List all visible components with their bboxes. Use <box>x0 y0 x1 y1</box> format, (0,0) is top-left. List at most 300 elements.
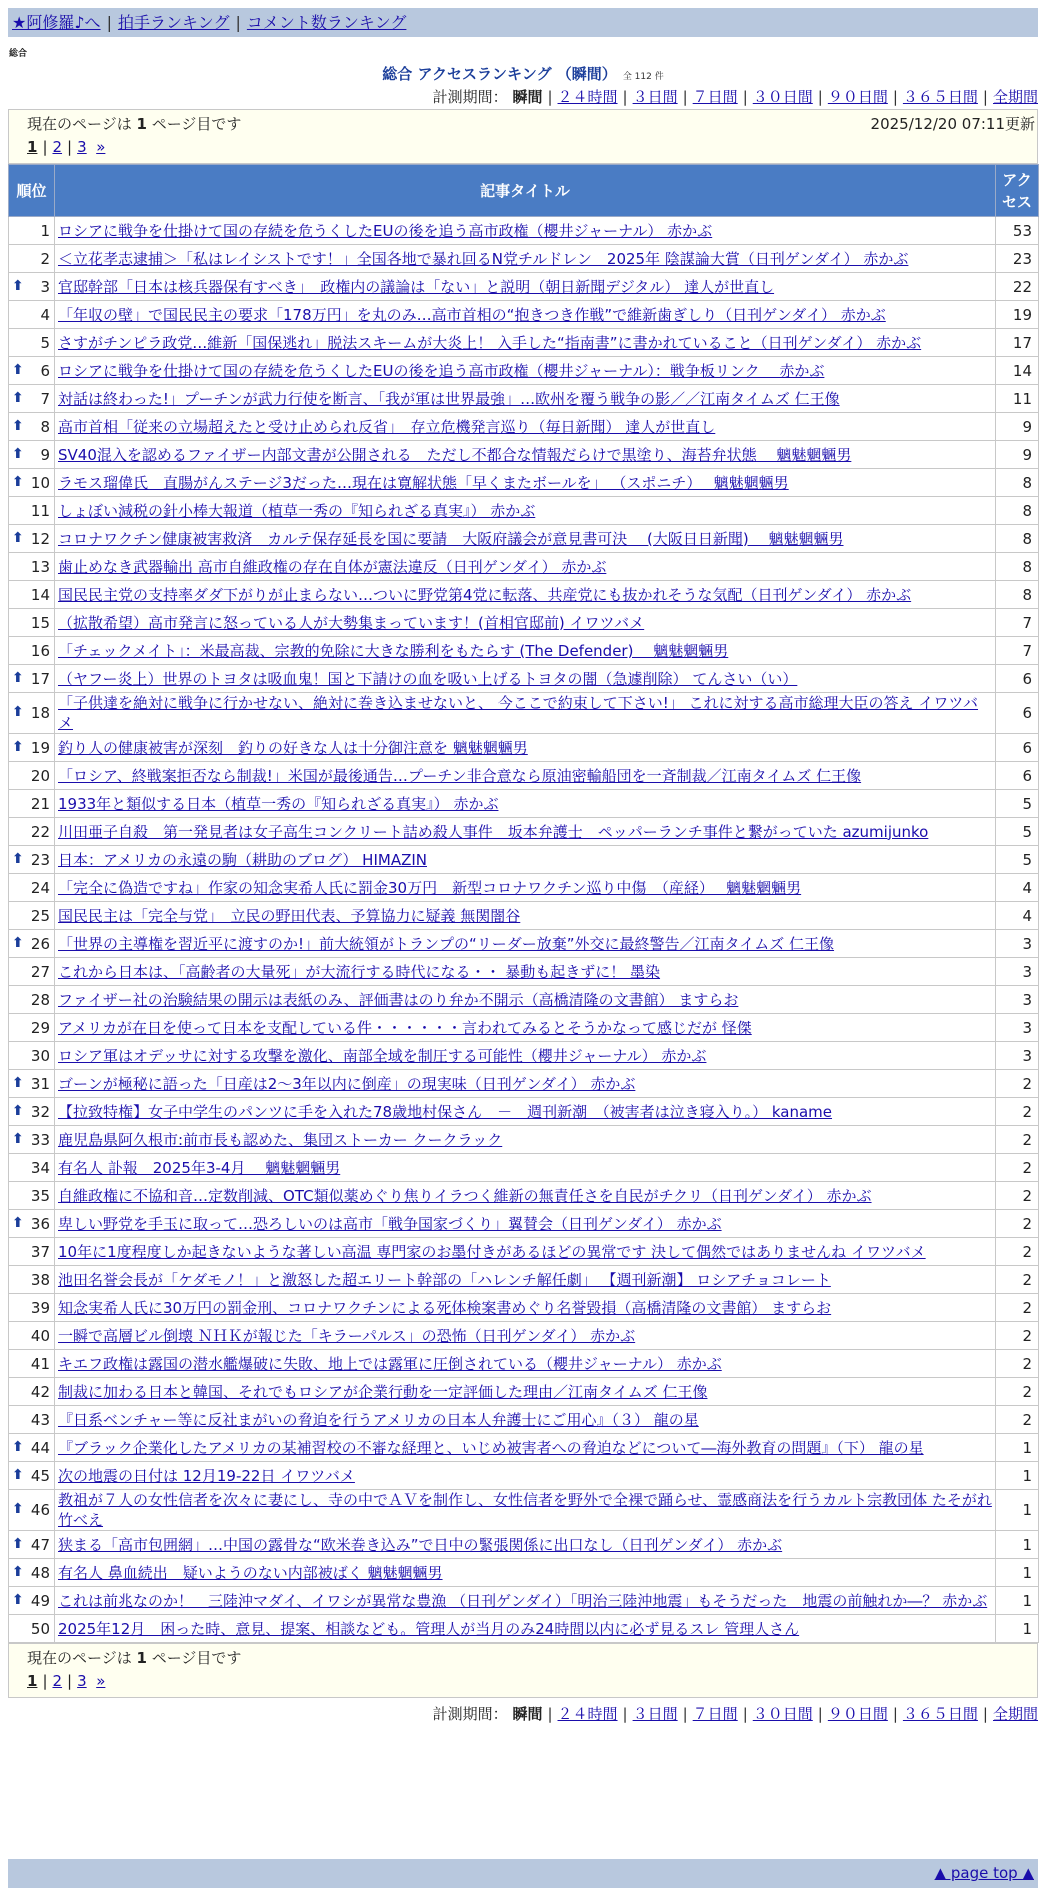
title-cell <box>55 958 996 986</box>
access-count: 2 <box>996 1322 1039 1350</box>
up-arrow-icon: ⬆ <box>12 738 24 755</box>
table-row <box>9 1154 1039 1182</box>
table-row <box>9 958 1039 986</box>
rank-number: 44 <box>30 1438 50 1457</box>
ranking-title: 総合 アクセスランキング （瞬間） <box>382 65 617 83</box>
rank-number: 27 <box>30 962 50 981</box>
rank-cell <box>9 245 55 273</box>
access-count: 2 <box>996 1070 1039 1098</box>
rank-cell <box>9 1587 55 1615</box>
title-cell <box>55 1462 996 1490</box>
title-cell <box>55 1098 996 1126</box>
access-count: 7 <box>996 637 1039 665</box>
up-arrow-icon: ⬆ <box>12 1074 24 1091</box>
rank-number: 3 <box>40 277 50 296</box>
rank-number: 26 <box>30 934 50 953</box>
title-cell <box>55 1154 996 1182</box>
article-title-link[interactable]: 「完全に偽造ですね」作家の知念実希人氏に罰金30万円 新型コロナワクチン巡り中傷 （産経） 魑魅魍魎男 <box>58 878 802 897</box>
article-title-link[interactable]: SV40混入を認めるファイザー内部文書が公開される ただし不都合な情報だらけで黒塗り、海苔弁状態 魑魅魍魎男 <box>58 445 852 464</box>
access-count: 2 <box>996 1350 1039 1378</box>
rank-number: 39 <box>30 1298 50 1317</box>
title-cell <box>55 846 996 874</box>
article-title-link[interactable]: コロナワクチン健康被害救済 カルテ保存延長を国に要請 大阪府議会が意見書可決 (大阪日日新聞) 魑魅魍魎男 <box>58 529 844 548</box>
period-7d-link[interactable]: ７日間 <box>692 88 738 106</box>
table-row <box>9 357 1039 385</box>
rank-cell <box>9 818 55 846</box>
access-count: 8 <box>996 497 1039 525</box>
up-arrow-icon: ⬆ <box>12 1102 24 1119</box>
pager-page-2[interactable]: 2 <box>52 1672 63 1690</box>
rank-cell <box>9 1126 55 1154</box>
title-cell <box>55 385 996 413</box>
rank-cell <box>9 553 55 581</box>
access-count: 5 <box>996 846 1039 874</box>
table-row <box>9 217 1039 245</box>
article-title-link[interactable]: 2025年12月 困った時、意見、提案、相談なども。管理人が当月のみ24時間以内に必ず見るスレ 管理人さん <box>58 1619 800 1638</box>
rank-cell <box>9 762 55 790</box>
article-title-link[interactable]: これから日本は、「高齢者の大量死」が大流行する時代になる・・ 暴動も起きずに！ 墨染 <box>58 962 661 981</box>
pager-page-3[interactable]: 3 <box>77 138 87 156</box>
top-nav <box>8 8 1038 37</box>
rank-cell <box>9 1531 55 1559</box>
up-arrow-icon: ⬆ <box>12 1466 24 1483</box>
access-count: 11 <box>996 385 1039 413</box>
rank-cell <box>9 1098 55 1126</box>
article-title-link[interactable]: 「ロシア、終戦案拒否なら制裁!」米国が最後通告…プーチン非合意なら原油密輸船団を一斉制裁／江南タイムズ 仁王像 <box>58 766 862 785</box>
rank-cell <box>9 1559 55 1587</box>
article-title-link[interactable]: 対話は終わった!」プーチンが武力行使を断言、「我が軍は世界最強」…欧州を覆う戦争の影／／江南タイムズ 仁王像 <box>58 389 840 408</box>
table-row <box>9 790 1039 818</box>
title-cell <box>55 581 996 609</box>
access-count: 9 <box>996 413 1039 441</box>
period-label: 計測期間： <box>432 88 508 106</box>
up-arrow-icon: ⬆ <box>12 704 24 720</box>
rank-cell <box>9 902 55 930</box>
article-title-link[interactable]: 釣り人の健康被害が深刻 釣りの好きな人は十分御注意を 魑魅魍魎男 <box>58 738 528 757</box>
access-count: 1 <box>996 1587 1039 1615</box>
period-7d-link[interactable]: ７日間 <box>692 1705 738 1723</box>
rank-number: 7 <box>40 389 50 408</box>
access-count: 53 <box>996 217 1039 245</box>
access-count: 8 <box>996 469 1039 497</box>
title-cell <box>55 762 996 790</box>
access-count: 2 <box>996 1182 1039 1210</box>
title-cell <box>55 357 996 385</box>
access-count: 1 <box>996 1531 1039 1559</box>
title-cell <box>55 693 996 734</box>
period-90d-link[interactable]: ９０日間 <box>827 88 888 106</box>
article-title-link[interactable]: 国民民主は「完全与党」 立民の野田代表、予算協力に疑義 無関闇谷 <box>58 906 521 925</box>
table-row <box>9 818 1039 846</box>
rank-number: 6 <box>40 361 50 380</box>
rank-cell <box>9 497 55 525</box>
rank-cell <box>9 1042 55 1070</box>
table-row <box>9 1098 1039 1126</box>
article-title-link[interactable]: 官邸幹部「日本は核兵器保有すべき」 政権内の議論は「ない」と説明（朝日新聞デジタル） 達人が世直し <box>58 277 775 296</box>
rank-number: 18 <box>30 704 50 722</box>
title-cell <box>55 1070 996 1098</box>
table-row <box>9 245 1039 273</box>
article-title-link[interactable]: キエフ政権は露国の潜水艦爆破に失敗、地上では露軍に圧倒されている（櫻井ジャーナル） 赤かぶ <box>58 1354 722 1373</box>
article-title-link[interactable]: 有名人 訃報 2025年3-4月 魑魅魍魎男 <box>58 1158 341 1177</box>
rank-cell <box>9 693 55 734</box>
period-365d-link[interactable]: ３６５日間 <box>902 1705 978 1723</box>
access-count: 2 <box>996 1406 1039 1434</box>
article-title-link[interactable]: ロシアに戦争を仕掛けて国の存続を危うくしたEUの後を追う高市政権（櫻井ジャーナル） 赤かぶ <box>58 221 713 240</box>
rank-number: 33 <box>30 1130 50 1149</box>
rank-number: 32 <box>30 1102 50 1121</box>
article-title-link[interactable]: 国民民主党の支持率ダダ下がりが止まらない…ついに野党第4党に転落、共産党にも抜かれそうな気配（日刊ゲンダイ） 赤かぶ <box>58 585 912 604</box>
title-cell <box>55 790 996 818</box>
page-top-link[interactable]: ▲ page top ▲ <box>934 1864 1034 1882</box>
title-cell <box>55 553 996 581</box>
article-title-link[interactable]: 日本：アメリカの永遠の駒（耕助のブログ） HIMAZIN <box>58 850 427 869</box>
rank-number: 42 <box>30 1382 50 1401</box>
title-cell <box>55 1615 996 1643</box>
up-arrow-icon: ⬆ <box>12 1501 24 1517</box>
table-row <box>9 553 1039 581</box>
title-cell <box>55 245 996 273</box>
title-cell <box>55 1014 996 1042</box>
rank-number: 43 <box>30 1410 50 1429</box>
rank-number: 30 <box>30 1046 50 1065</box>
rank-cell <box>9 441 55 469</box>
article-title-link[interactable]: 狭まる「高市包囲網」…中国の露骨な“欧米巻き込み”で日中の緊張関係に出口なし（日刊ゲンダイ） 赤かぶ <box>58 1535 783 1554</box>
access-count: 2 <box>996 1126 1039 1154</box>
rank-number: 50 <box>30 1619 50 1638</box>
article-title-link[interactable]: 『ブラック企業化したアメリカの某補習校の不審な経理と、いじめ被害者への脅迫などについて―海外教育の問題』（下） 龍の星 <box>58 1438 924 1457</box>
table-row <box>9 846 1039 874</box>
table-row <box>9 1322 1039 1350</box>
table-row <box>9 1531 1039 1559</box>
up-arrow-icon: ⬆ <box>12 361 24 378</box>
pager-page-2[interactable]: 2 <box>52 138 63 156</box>
article-title-link[interactable]: （ヤフー炎上）世界のトヨタは吸血鬼！国と下請けの血を吸い上げるトヨタの闇（急遽削除） てんさい（い） <box>58 669 798 688</box>
table-row <box>9 329 1039 357</box>
pager-next[interactable]: » <box>96 1672 106 1690</box>
access-count: 4 <box>996 902 1039 930</box>
access-header: アクセス <box>996 165 1039 217</box>
access-count: 6 <box>996 693 1039 734</box>
nav-separator: | <box>235 13 241 32</box>
period-selector-bottom: 計測期間： 瞬間 | ２４時間 | ３日間 | ７日間 | ３０日間 | ９０日間 | ３６５日間 | 全期間 <box>432 1705 1038 1723</box>
title-cell <box>55 1322 996 1350</box>
table-row <box>9 1378 1039 1406</box>
article-title-link[interactable]: 歯止めなき武器輸出 高市自維政権の存在自体が憲法違反（日刊ゲンダイ） 赤かぶ <box>58 557 607 576</box>
rank-cell <box>9 637 55 665</box>
period-24h-link[interactable]: ２４時間 <box>557 88 618 106</box>
clap-ranking-link[interactable]: 拍手ランキング <box>117 13 230 32</box>
table-row <box>9 665 1039 693</box>
title-cell <box>55 1531 996 1559</box>
table-row <box>9 930 1039 958</box>
up-arrow-icon: ⬆ <box>12 1563 24 1580</box>
table-row <box>9 1587 1039 1615</box>
article-title-link[interactable]: ＜立花孝志逮捕＞「私はレイシストです！」全国各地で暴れ回るN党チルドレン 2025年 陰謀論大賞（日刊ゲンダイ） 赤かぶ <box>58 249 909 268</box>
title-cell <box>55 1434 996 1462</box>
rank-cell <box>9 609 55 637</box>
rank-number: 31 <box>30 1074 50 1093</box>
updated-timestamp: 2025/12/20 07:11更新 <box>870 115 1035 133</box>
period-selector-top: 計測期間： 瞬間 | ２４時間 | ３日間 | ７日間 | ３０日間 | ９０日間 | ３６５日間 | 全期間 <box>432 88 1038 106</box>
table-row <box>9 609 1039 637</box>
title-cell <box>55 818 996 846</box>
table-row <box>9 734 1039 762</box>
rank-cell <box>9 734 55 762</box>
access-count: 2 <box>996 1098 1039 1126</box>
article-title-link[interactable]: 高市首相「従来の立場超えたと受け止められ反省」 存立危機発言巡り（毎日新聞） 達人が世直し <box>58 417 716 436</box>
article-title-link[interactable]: ラモス瑠偉氏 直腸がんステージ3だった…現在は寛解状態「早くまたボールを」 （スポニチ） 魑魅魍魎男 <box>58 473 789 492</box>
access-count: 6 <box>996 734 1039 762</box>
article-title-link[interactable]: 「世界の主導権を習近平に渡すのか!」前大統領がトランプの“リーダー放棄”外交に最終警告／江南タイムズ 仁王像 <box>58 934 835 953</box>
rank-number: 48 <box>30 1563 50 1582</box>
article-title-link[interactable]: ロシアに戦争を仕掛けて国の存続を危うくしたEUの後を追う高市政権（櫻井ジャーナル）：戦争板リンク 赤かぶ <box>58 361 825 380</box>
rank-number: 10 <box>30 473 50 492</box>
article-title-link[interactable]: 10年に1度程度しか起きないような著しい高温 専門家のお墨付きがあるほどの異常です 決して偶然ではありませんね イワツバメ <box>58 1242 926 1261</box>
title-cell <box>55 1266 996 1294</box>
article-title-link[interactable]: 知念実希人氏に30万円の罰金刑、コロナワクチンによる死体検案書めぐり名誉毀損（高橋清隆の文書館） ますらお <box>58 1298 832 1317</box>
table-row <box>9 1406 1039 1434</box>
up-arrow-icon: ⬆ <box>12 389 24 406</box>
article-title-link[interactable]: 『日系ベンチャー等に反社まがいの脅迫を行うアメリカの日本人弁護士にご用心』（３） 龍の星 <box>58 1410 699 1429</box>
table-row <box>9 762 1039 790</box>
table-row <box>9 1490 1039 1531</box>
ranking-body <box>9 217 1039 1643</box>
rank-number: 19 <box>30 738 50 757</box>
access-count: 7 <box>996 609 1039 637</box>
access-count: 8 <box>996 553 1039 581</box>
access-count: 14 <box>996 357 1039 385</box>
table-row <box>9 469 1039 497</box>
rank-number: 47 <box>30 1535 50 1554</box>
period-365d-link[interactable]: ３６５日間 <box>902 88 978 106</box>
home-link[interactable]: ★阿修羅♪へ <box>12 13 101 32</box>
title-cell <box>55 986 996 1014</box>
title-cell <box>55 469 996 497</box>
up-arrow-icon: ⬆ <box>12 1535 24 1552</box>
pager-current: 1 <box>27 1672 38 1690</box>
rank-header: 順位 <box>9 165 55 217</box>
rank-cell <box>9 665 55 693</box>
rank-number: 24 <box>30 878 50 897</box>
period-3d-link[interactable]: ３日間 <box>632 88 678 106</box>
article-title-link[interactable]: 池田名誉会長が「ケダモノ！」と激怒した超エリート幹部の「ハレンチ解任劇」 【週刊新潮】 ロシアチョコレート <box>58 1270 831 1289</box>
total-count: 全 112 件 <box>622 72 664 82</box>
title-cell <box>55 902 996 930</box>
rank-cell <box>9 1294 55 1322</box>
rank-number: 36 <box>30 1214 50 1233</box>
section-tag: 総合 <box>9 49 28 59</box>
access-count: 19 <box>996 301 1039 329</box>
table-row <box>9 1266 1039 1294</box>
footer-bar <box>8 1859 1038 1888</box>
rank-number: 17 <box>30 669 50 688</box>
pager-current: 1 <box>27 138 38 156</box>
title-cell <box>55 413 996 441</box>
rank-cell <box>9 525 55 553</box>
period-all-link[interactable]: 全期間 <box>992 88 1038 106</box>
rank-cell <box>9 1014 55 1042</box>
title-cell <box>55 1238 996 1266</box>
rank-number: 29 <box>30 1018 50 1037</box>
table-row <box>9 413 1039 441</box>
access-count: 2 <box>996 1154 1039 1182</box>
up-arrow-icon: ⬆ <box>12 529 24 546</box>
access-count: 1 <box>996 1615 1039 1643</box>
title-cell <box>55 1182 996 1210</box>
rank-cell <box>9 385 55 413</box>
table-row <box>9 1238 1039 1266</box>
rank-cell <box>9 581 55 609</box>
rank-cell <box>9 1182 55 1210</box>
article-title-link[interactable]: 「チェックメイト」：米最高裁、宗教的免除に大きな勝利をもたらす (The Defender) 魑魅魍魎男 <box>58 641 729 660</box>
up-arrow-icon: ⬆ <box>12 473 24 490</box>
access-count: 9 <box>996 441 1039 469</box>
rank-number: 2 <box>40 249 50 268</box>
article-title-link[interactable]: 川田亜子自殺 第一発見者は女子高生コンクリート詰め殺人事件 坂本弁護士 ペッパーランチ事件と繋がっていた azumijunko <box>58 822 929 841</box>
period-all-link[interactable]: 全期間 <box>992 1705 1038 1723</box>
rank-number: 1 <box>40 221 50 240</box>
access-count: 22 <box>996 273 1039 301</box>
article-title-link[interactable]: 制裁に加わる日本と韓国、それでもロシアが企業行動を一定評価した理由／江南タイムズ 仁王像 <box>58 1382 708 1401</box>
comment-ranking-link[interactable]: コメント数ランキング <box>246 13 407 32</box>
access-count: 1 <box>996 1490 1039 1531</box>
title-cell <box>55 609 996 637</box>
table-row <box>9 525 1039 553</box>
pager-next[interactable]: » <box>96 138 106 156</box>
title-cell <box>55 1042 996 1070</box>
access-count: 17 <box>996 329 1039 357</box>
rank-number: 35 <box>30 1186 50 1205</box>
up-arrow-icon: ⬆ <box>12 1591 24 1608</box>
rank-number: 34 <box>30 1158 50 1177</box>
access-count: 8 <box>996 525 1039 553</box>
current-page-text: 現在のページは 1 ページ目です <box>27 1649 242 1667</box>
title-cell <box>55 665 996 693</box>
rank-number: 5 <box>40 333 50 352</box>
table-row <box>9 1559 1039 1587</box>
access-count: 4 <box>996 874 1039 902</box>
up-arrow-icon: ⬆ <box>12 934 24 951</box>
rank-cell <box>9 1406 55 1434</box>
ranking-table <box>8 164 1039 1643</box>
title-cell <box>55 874 996 902</box>
rank-cell <box>9 1350 55 1378</box>
up-arrow-icon: ⬆ <box>12 417 24 434</box>
rank-cell <box>9 357 55 385</box>
table-row <box>9 1042 1039 1070</box>
title-cell <box>55 1378 996 1406</box>
rank-cell <box>9 958 55 986</box>
rank-cell <box>9 1210 55 1238</box>
period-label: 計測期間： <box>432 1705 508 1723</box>
rank-number: 14 <box>30 585 50 604</box>
article-title-link[interactable]: 鹿児島県阿久根市:前市長も認めた、集団ストーカー クークラック <box>58 1130 503 1149</box>
table-row <box>9 1210 1039 1238</box>
article-title-link[interactable]: 有名人 鼻血続出 疑いようのない内部被ばく 魑魅魍魎男 <box>58 1563 443 1582</box>
article-title-link[interactable]: 次の地震の日付は 12月19-22日 イワツバメ <box>58 1466 355 1485</box>
access-count: 3 <box>996 930 1039 958</box>
title-cell <box>55 1490 996 1531</box>
article-title-link[interactable]: 卑しい野党を手玉に取って…恐ろしいのは高市「戦争国家づくり」翼賛会（日刊ゲンダイ） 赤かぶ <box>58 1214 722 1233</box>
rank-number: 45 <box>30 1466 50 1485</box>
up-arrow-icon: ⬆ <box>12 669 24 686</box>
article-title-link[interactable]: （拡散希望）高市発言に怒っている人が大勢集まっています！(首相官邸前) イワツバメ <box>58 613 645 632</box>
rank-number: 28 <box>30 990 50 1009</box>
article-title-link[interactable]: 【拉致特権】女子中学生のパンツに手を入れた78歳地村保さん － 週刊新潮 （被害者は泣き寝入り。） kaname <box>58 1102 833 1121</box>
access-count: 1 <box>996 1434 1039 1462</box>
rank-number: 4 <box>40 305 50 324</box>
table-row <box>9 1014 1039 1042</box>
rank-number: 11 <box>30 501 50 520</box>
article-title-link[interactable]: これは前兆なのか！ 三陸沖マダイ、イワシが異常な豊漁 （日刊ゲンダイ）「明治三陸沖地震」もそうだった 地震の前触れか―？ 赤かぶ <box>58 1591 988 1610</box>
title-cell <box>55 441 996 469</box>
period-24h-link[interactable]: ２４時間 <box>557 1705 618 1723</box>
title-cell <box>55 497 996 525</box>
title-cell <box>55 1126 996 1154</box>
article-title-link[interactable]: しょぼい減税の針小棒大報道（植草一秀の『知られざる真実』） 赤かぶ <box>58 501 536 520</box>
pager-page-3[interactable]: 3 <box>77 1672 87 1690</box>
rank-cell <box>9 846 55 874</box>
article-title-link[interactable]: 自維政権に不協和音…定数削減、OTC類似薬めぐり焦りイラつく維新の無責任さを自民がチクリ（日刊ゲンダイ） 赤かぶ <box>58 1186 872 1205</box>
title-cell <box>55 1294 996 1322</box>
rank-number: 38 <box>30 1270 50 1289</box>
period-3d-link[interactable]: ３日間 <box>632 1705 678 1723</box>
title-cell <box>55 1587 996 1615</box>
article-title-link[interactable]: 「年収の壁」で国民民主の要求「178万円」を丸のみ…高市首相の“抱きつき作戦”で維新歯ぎしり（日刊ゲンダイ） 赤かぶ <box>58 305 886 324</box>
access-count: 3 <box>996 1014 1039 1042</box>
title-cell <box>55 1210 996 1238</box>
title-cell <box>55 273 996 301</box>
article-title-link[interactable]: ゴーンが極秘に語った「日産は2～3年以内に倒産」の現実味（日刊ゲンダイ） 赤かぶ <box>58 1074 636 1093</box>
article-title-link[interactable]: 一瞬で高層ビル倒壊 ＮＨＫが報じた「キラーパルス」の恐怖（日刊ゲンダイ） 赤かぶ <box>58 1326 636 1345</box>
title-cell <box>55 217 996 245</box>
page-info-panel-top <box>8 109 1038 164</box>
article-title-link[interactable]: さすがチンピラ政党…維新「国保逃れ」脱法スキームが大炎上！ 入手した“指南書”に書かれていること（日刊ゲンダイ） 赤かぶ <box>58 333 922 352</box>
period-30d-link[interactable]: ３０日間 <box>752 1705 813 1723</box>
access-count: 3 <box>996 1042 1039 1070</box>
access-count: 2 <box>996 1378 1039 1406</box>
up-arrow-icon: ⬆ <box>12 445 24 462</box>
period-30d-link[interactable]: ３０日間 <box>752 88 813 106</box>
table-row <box>9 1462 1039 1490</box>
article-title-link[interactable]: ロシア軍はオデッサに対する攻撃を激化、南部全域を制圧する可能性（櫻井ジャーナル） 赤かぶ <box>58 1046 707 1065</box>
article-title-link[interactable]: ファイザー社の治験結果の開示は表紙のみ、評価書はのり弁か不開示（高橋清隆の文書館） ますらお <box>58 990 739 1009</box>
rank-cell <box>9 301 55 329</box>
rank-number: 20 <box>30 766 50 785</box>
up-arrow-icon: ⬆ <box>12 850 24 867</box>
rank-number: 25 <box>30 906 50 925</box>
rank-number: 12 <box>30 529 50 548</box>
article-title-link[interactable]: 1933年と類似する日本（植草一秀の『知られざる真実』） 赤かぶ <box>58 794 499 813</box>
article-title-link[interactable]: 「子供達を絶対に戦争に行かせない、絶対に巻き込ませないと、 今ここで約束して下さい!」 これに対する高市総理大臣の答え イワツバメ <box>58 694 979 732</box>
title-cell <box>55 930 996 958</box>
up-arrow-icon: ⬆ <box>12 1130 24 1147</box>
nav-separator: | <box>106 13 112 32</box>
pagination-bottom: 1 | 2 | 3 » <box>27 1672 106 1690</box>
table-row <box>9 581 1039 609</box>
article-title-link[interactable]: 教祖が７人の女性信者を次々に妻にし、寺の中でＡＶを制作し、女性信者を野外で全裸で踊らせ、霊感商法を行うカルト宗教団体 たそがれ竹べえ <box>58 1491 992 1529</box>
table-row <box>9 1434 1039 1462</box>
rank-number: 49 <box>30 1591 50 1610</box>
up-arrow-icon: ⬆ <box>12 1214 24 1231</box>
period-90d-link[interactable]: ９０日間 <box>827 1705 888 1723</box>
rank-number: 41 <box>30 1354 50 1373</box>
title-cell <box>55 1559 996 1587</box>
access-count: 3 <box>996 986 1039 1014</box>
table-row <box>9 1182 1039 1210</box>
article-title-link[interactable]: アメリカが在日を使って日本を支配している件・・・・・・言われてみるとそうかなって感じだが 怪傑 <box>58 1018 752 1037</box>
